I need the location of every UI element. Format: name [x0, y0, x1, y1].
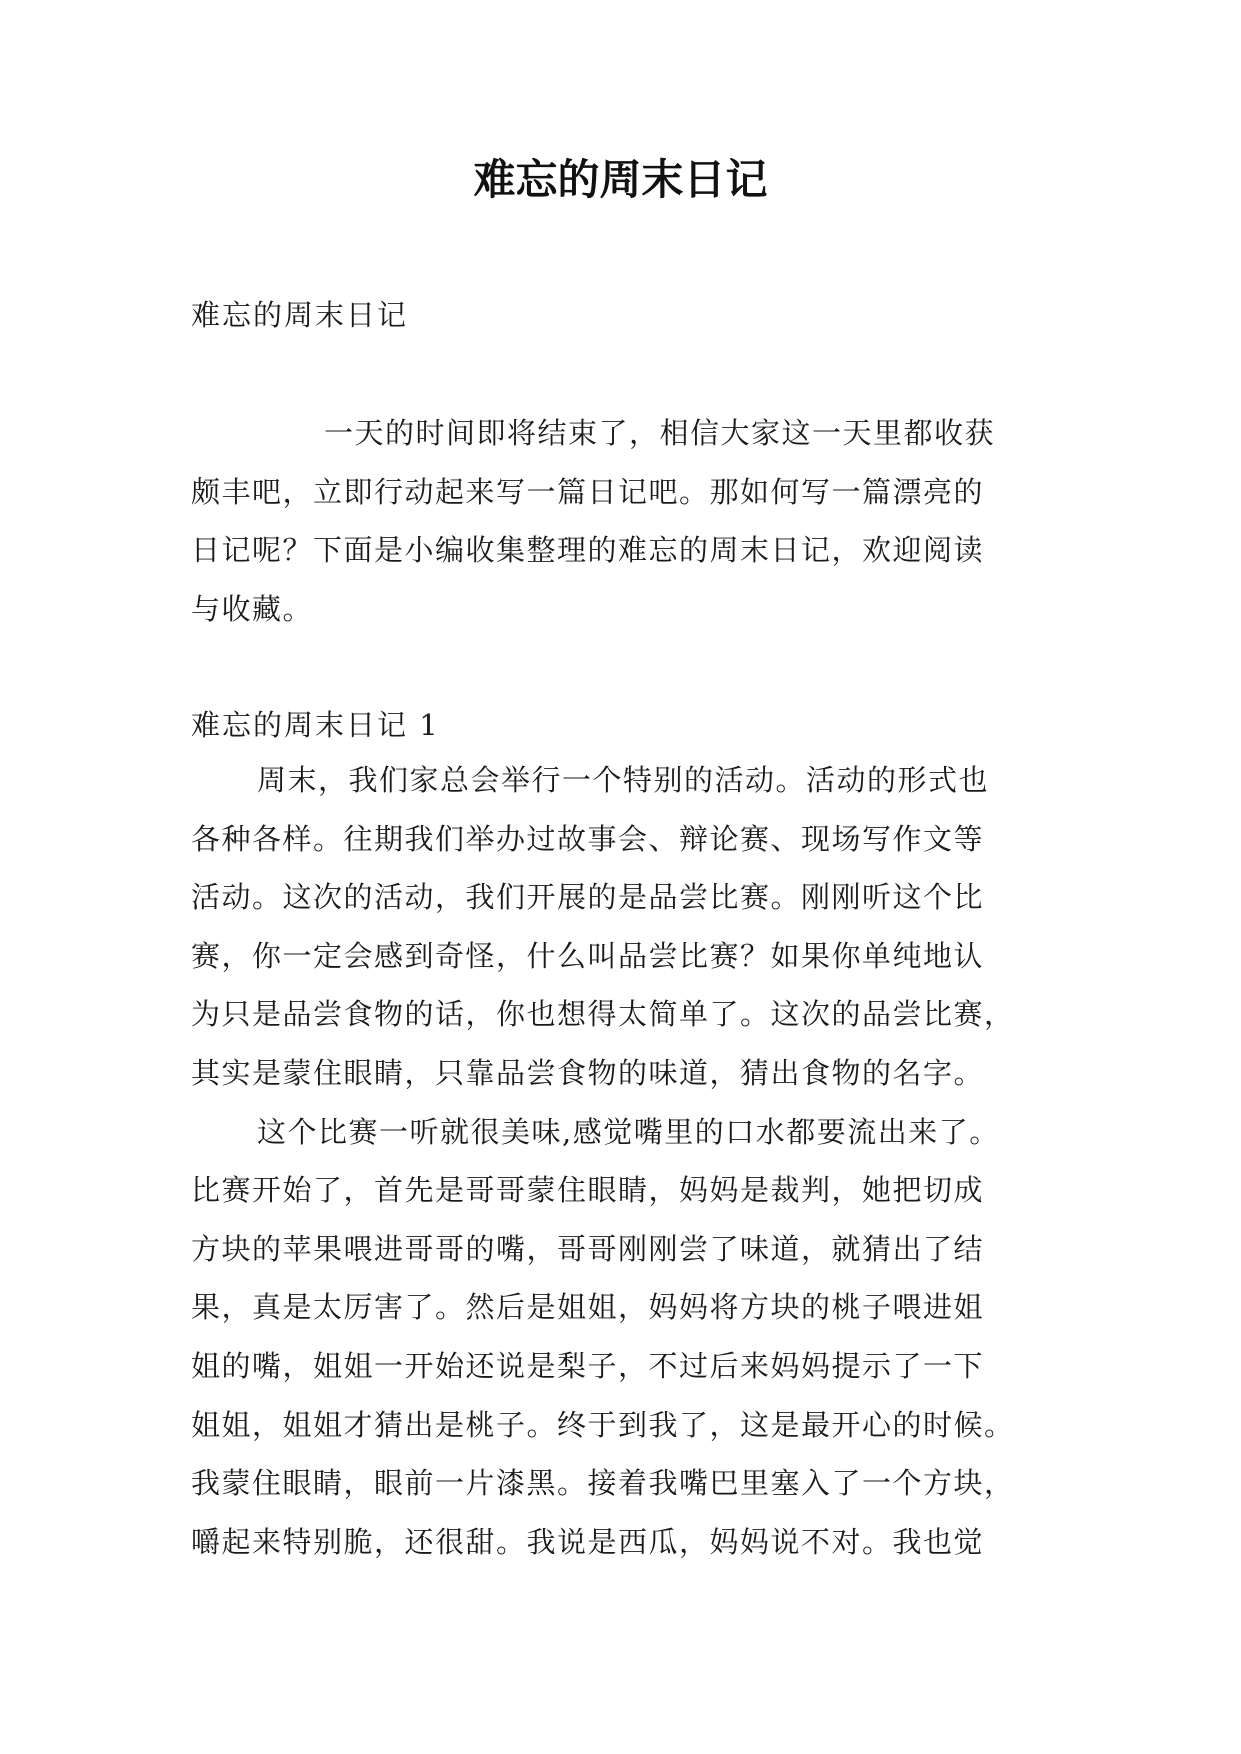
paragraph-line: 方块的苹果喂进哥哥的嘴，哥哥刚刚尝了味道，就猜出了结 [191, 1231, 985, 1266]
paragraph-line: 为只是品尝食物的话，你也想得太简单了。这次的品尝比赛， [191, 997, 1015, 1032]
paragraph-line: 姐姐，姐姐才猜出是桃子。终于到我了，这是最开心的时候。 [191, 1407, 1015, 1442]
paragraph-line: 与收藏。 [191, 591, 314, 626]
paragraph-line: 赛，你一定会感到奇怪，什么叫品尝比赛？如果你单纯地认 [191, 938, 985, 973]
document-title: 难忘的周末日记 [473, 155, 768, 204]
paragraph-line: 其实是蒙住眼睛，只靠品尝食物的味道，猜出食物的名字。 [191, 1055, 985, 1090]
paragraph-line: 嚼起来特别脆，还很甜。我说是西瓜，妈妈说不对。我也觉 [191, 1524, 985, 1559]
paragraph-line: 一天的时间即将结束了，相信大家这一天里都收获 [324, 416, 996, 450]
paragraph-line: 周末，我们家总会举行一个特别的活动。活动的形式也 [257, 763, 990, 797]
paragraph-line: 颇丰吧，立即行动起来写一篇日记吧。那如何写一篇漂亮的 [191, 474, 985, 509]
section-heading: 难忘的周末日记 1 [191, 708, 440, 742]
intro-paragraph [191, 404, 1051, 638]
document-subtitle: 难忘的周末日记 [191, 298, 409, 332]
paragraph-line: 我蒙住眼睛，眼前一片漆黑。接着我嘴巴里塞入了一个方块， [191, 1466, 1015, 1501]
paragraph-line: 比赛开始了，首先是哥哥蒙住眼睛，妈妈是裁判，她把切成 [191, 1173, 985, 1208]
paragraph-line: 这个比赛一听就很美味,感觉嘴里的口水都要流出来了。 [257, 1114, 1000, 1149]
section1-body [191, 751, 1051, 1571]
paragraph-line: 活动。这次的活动，我们开展的是品尝比赛。刚刚听这个比 [191, 880, 985, 915]
paragraph-line: 果，真是太厉害了。然后是姐姐，妈妈将方块的桃子喂进姐 [191, 1290, 985, 1325]
paragraph-line: 日记呢？下面是小编收集整理的难忘的周末日记，欢迎阅读 [191, 533, 985, 568]
paragraph-line: 姐的嘴，姐姐一开始还说是梨子，不过后来妈妈提示了一下 [191, 1348, 985, 1383]
paragraph-line: 各种各样。往期我们举办过故事会、辩论赛、现场写作文等 [191, 821, 985, 856]
